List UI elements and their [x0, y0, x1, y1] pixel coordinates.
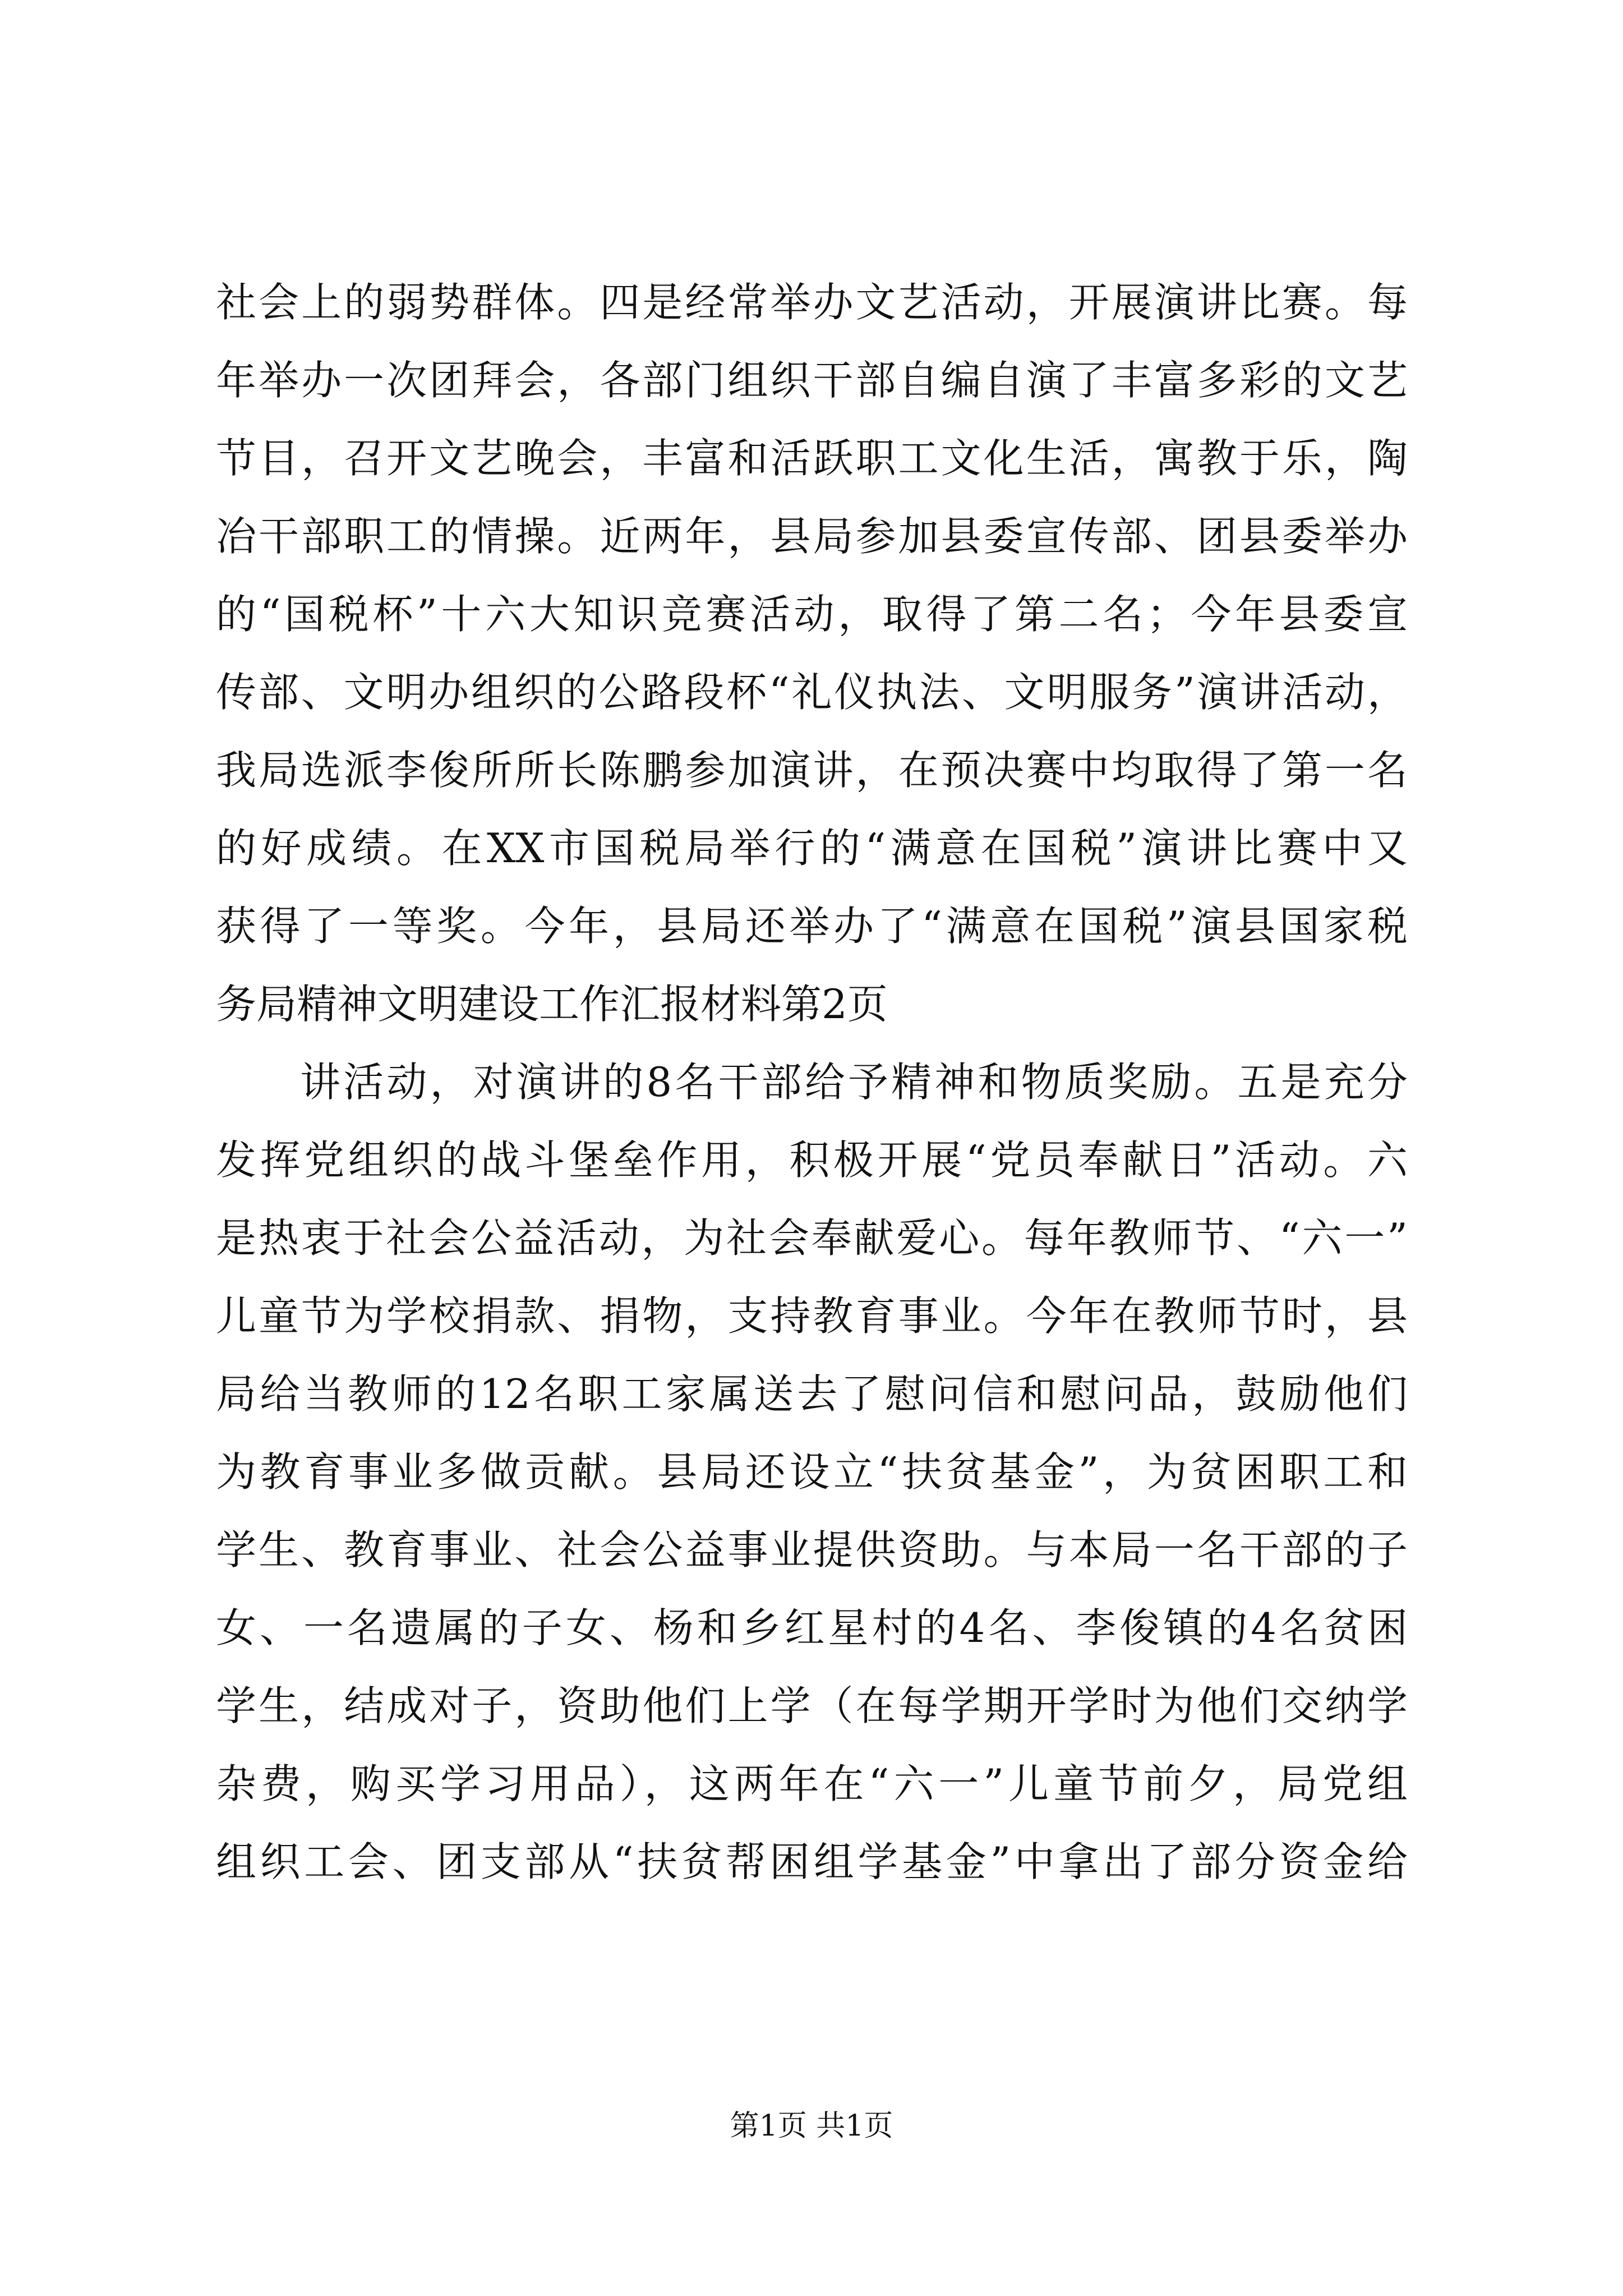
text-line: 的好成绩。在XX市国税局举行的“满意在国税”演讲比赛中又 [216, 825, 1408, 872]
text-line: 是热衷于社会公益活动，为社会奉献爱心。每年教师节、“六一” [216, 1214, 1408, 1262]
text-line: 传部、文明办组织的公路段杯“礼仪执法、文明服务”演讲活动， [216, 669, 1408, 716]
text-line: 组织工会、团支部从“扶贫帮困组学基金”中拿出了部分资金给 [216, 1838, 1408, 1885]
text-line: 学生、教育事业、社会公益事业提供资助。与本局一名干部的子 [216, 1526, 1408, 1573]
text-line: 节目，召开文艺晚会，丰富和活跃职工文化生活，寓教于乐，陶 [216, 435, 1408, 482]
page-number-footer: 第1页 共1页 [730, 2109, 893, 2143]
body-text [216, 264, 1408, 1901]
text-line: 儿童节为学校捐款、捐物，支持教育事业。今年在教师节时，县 [216, 1292, 1408, 1340]
text-line: 女、一名遗属的子女、杨和乡红星村的4名、李俊镇的4名贫困 [216, 1604, 1408, 1651]
text-line: 的“国税杯”十六大知识竞赛活动，取得了第二名；今年县委宣 [216, 591, 1408, 638]
text-line: 为教育事业多做贡献。县局还设立“扶贫基金”，为贫困职工和 [216, 1448, 1408, 1496]
text-line: 冶干部职工的情操。近两年，县局参加县委宣传部、团县委举办 [216, 513, 1408, 560]
text-line-last: 务局精神文明建设工作汇报材料第2页 [216, 981, 888, 1028]
text-line: 社会上的弱势群体。四是经常举办文艺活动，开展演讲比赛。每 [216, 279, 1408, 326]
text-line: 年举办一次团拜会，各部门组织干部自编自演了丰富多彩的文艺 [216, 357, 1408, 404]
text-line: 发挥党组织的战斗堡垒作用，积极开展“党员奉献日”活动。六 [216, 1137, 1408, 1184]
text-line: 局给当教师的12名职工家属送去了慰问信和慰问品，鼓励他们 [216, 1370, 1408, 1418]
text-line: 杂费，购买学习用品），这两年在“六一”儿童节前夕，局党组 [216, 1760, 1408, 1807]
text-line: 获得了一等奖。今年，县局还举办了“满意在国税”演县国家税 [216, 903, 1408, 950]
text-line: 学生，结成对子，资助他们上学（在每学期开学时为他们交纳学 [216, 1682, 1408, 1729]
text-line: 我局选派李俊所所长陈鹏参加演讲，在预决赛中均取得了第一名 [216, 747, 1408, 794]
paragraph-first-line: 讲活动，对演讲的8名干部给予精神和物质奖励。五是充分 [300, 1059, 1408, 1106]
